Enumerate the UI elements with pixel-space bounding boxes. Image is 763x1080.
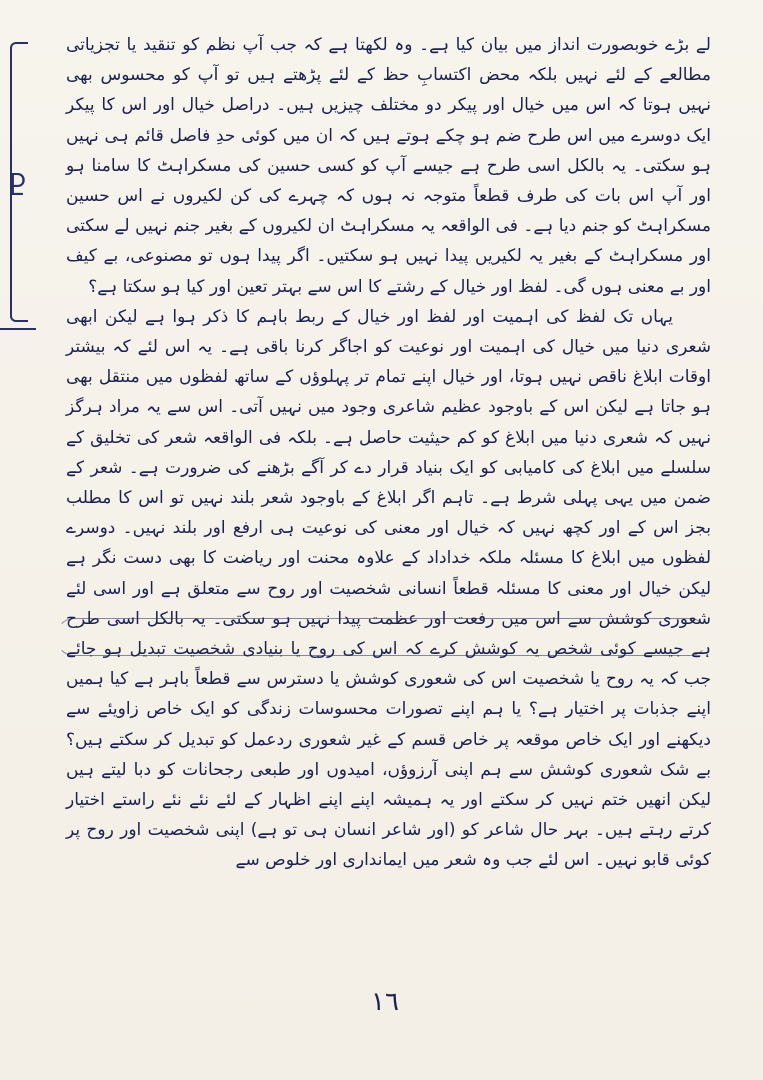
page-number: ١٦ [371,987,399,1017]
margin-annotation: Ⴒ [9,172,27,202]
body-text [66,30,711,965]
paragraph: لے بڑے خوبصورت انداز میں بیان کیا ہے۔ وہ لکھتا ہے کہ جب آپ نظم کو تنقید یا تجزیاتی مطالعے کے لئے نہیں بلکہ محض اکتسابِ حظ کے لئے پڑھتے ہیں تو آپ کو محسوس بھی نہیں ہوتا کہ اس میں خیال اور پیکر دو مختلف چیزیں ہیں۔ دراصل خیال اور اس کا پیکر ایک دوسرے میں اس طرح ضم ہو چکے ہوتے ہیں کہ ان میں کوئی حدِ فاصل قائم ہی نہیں ہو سکتی۔ یہ بالکل اسی طرح ہے جیسے آپ کو کسی حسین کی مسکراہٹ کا سامنا ہو اور آپ اس بات کی طرف قطعاً متوجہ نہ ہوں کہ چہرے کی کن لکیروں نے اس حسین مسکراہٹ کو جنم دیا ہے۔ فی الواقعہ یہ مسکراہٹ ان لکیروں کے بغیر جنم نہیں لے سکتی اور مسکراہٹ کے بغیر یہ لکیریں پیدا نہیں ہو سکتیں۔ اگر پیدا ہوں تو مصنوعی، بے کیف اور بے معنی ہوں گی۔ لفظ اور خیال کے رشتے کا اس سے بہتر تعین اور کیا ہو سکتا ہے؟ [66,35,711,297]
margin-dash-mark [0,328,36,330]
handwritten-underline [56,618,708,656]
paragraph: یہاں تک لفظ کی اہمیت اور لفظ اور خیال کے ربط باہم کا ذکر ہوا ہے لیکن ابھی شعری دنیا میں خیال کی اہمیت اور نوعیت کو اجاگر کرنا باقی ہے۔ یہ اس لئے کہ بیشتر اوقات ابلاغ ناقص نہیں ہوتا، اور خیال اپنے تمام تر پہلوؤں کے ساتھ لفظوں میں منتقل بھی ہو جاتا ہے لیکن اس کے باوجود عظیم شاعری وجود میں نہیں آتی۔ اس سے یہ مراد ہرگز نہیں کہ شعری دنیا میں ابلاغ کو کم حیثیت حاصل ہے۔ بلکہ فی الواقعہ شعر کی تخلیق کے سلسلے میں ابلاغ کی کامیابی کو ایک بنیاد قرار دے کر آگے بڑھنے کی ضرورت ہے۔ شعر کے ضمن میں یہی پہلی شرط ہے۔ تاہم اگر ابلاغ کے باوجود شعر بلند نہیں تو اس کا مطلب بجز اس کے اور کچھ نہیں کہ خیال اور معنی کی نوعیت ہی ارفع اور بلند نہیں۔ دوسرے لفظوں میں ابلاغ کا مسئلہ ملکہ خداداد کے علاوہ محنت اور ریاضت کا بھی دست نگر ہے لیکن خیال اور معنی کا مسئلہ قطعاً انسانی شخصیت اور روح سے متعلق ہے اور اسی لئے شعوری کوشش سے اس میں رفعت اور عظمت پیدا نہیں ہو سکتی۔ یہ بالکل اسی طرح ہے جیسے کوئی شخص یہ کوشش کرے کہ اس کی روح یا بنیادی شخصیت تبدیل ہو جائے جب کہ یہ روح یا شخصیت اس کی شعوری کوشش یا دسترس سے قطعاً باہر ہے کیا ہمیں اپنے جذبات پر اختیار ہے؟ یا ہم اپنے تصورات محسوسات زندگی کو ایک خاص زاویئے سے دیکھنے اور ایک خاص موقعہ پر خاص قسم کے غیر شعوری ردعمل کو تبدیل کر سکتے ہیں؟ بے شک شعوری کوشش سے ہم اپنی آرزوؤں، امیدوں اور طبعی رجحانات کو دبا لیتے ہیں لیکن انھیں ختم نہیں کر سکتے اور یہ ہمیشہ اپنے اپنے اظہار کے لئے نئے نئے راستے اختیار کرتے رہتے ہیں۔ بہر حال شاعر کو (اور شاعر انسان ہی تو ہے) اپنی شخصیت اور روح پر کوئی قابو نہیں۔ اس لئے جب وہ شعر میں ایمانداری اور خلوص سے [66,306,711,871]
